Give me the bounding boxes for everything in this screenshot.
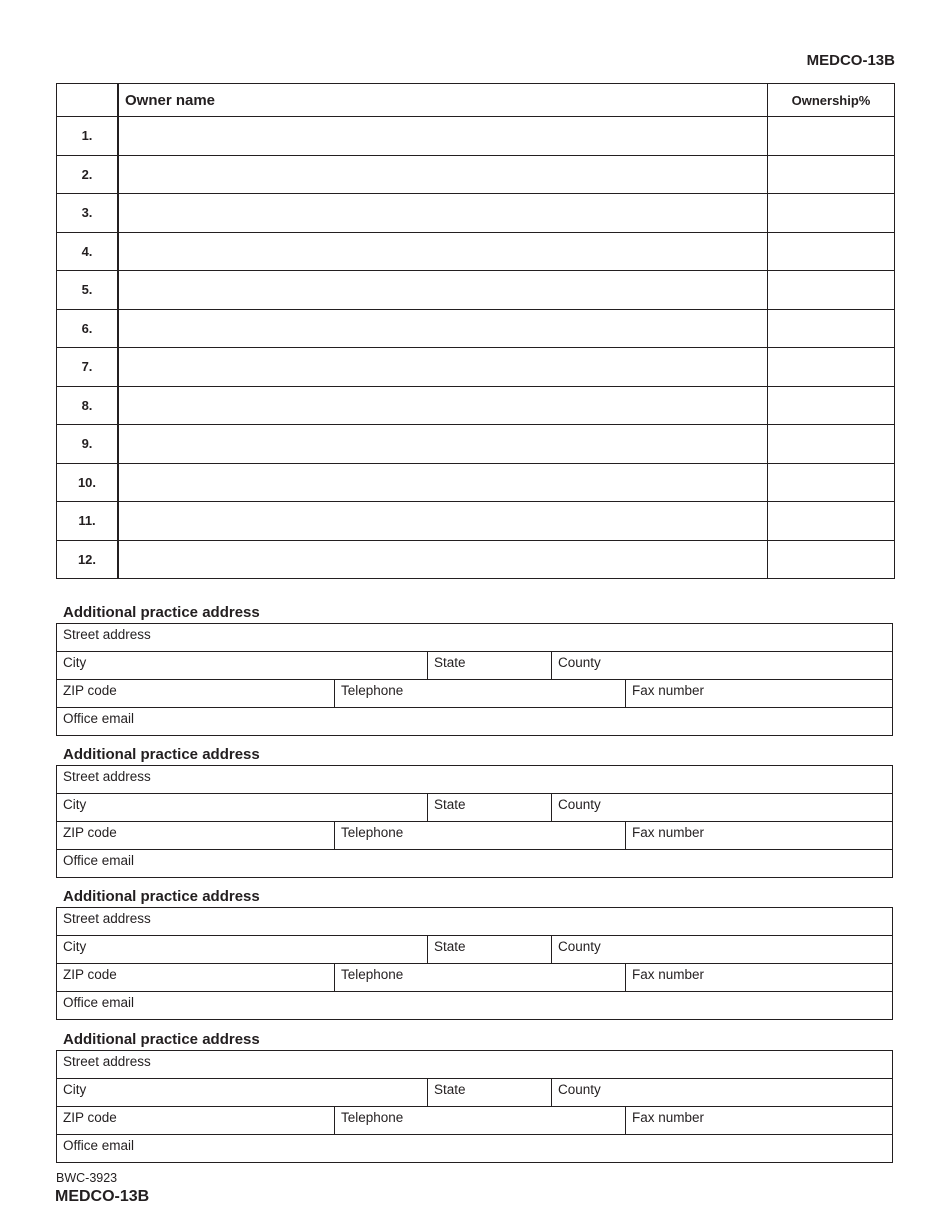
footer-form-code: BWC-3923 xyxy=(56,1171,118,1185)
office-email-field[interactable]: Office email xyxy=(63,995,135,1010)
contact-row xyxy=(57,963,892,991)
owner-name-field[interactable] xyxy=(118,155,768,194)
state-field[interactable]: State xyxy=(427,794,551,821)
owner-row xyxy=(57,194,895,233)
owner-name-field[interactable] xyxy=(118,309,768,348)
owner-row-number: 1. xyxy=(57,117,119,156)
telephone-field[interactable]: Telephone xyxy=(334,822,625,849)
telephone-field[interactable]: Telephone xyxy=(334,964,625,991)
owner-row-number: 9. xyxy=(57,425,119,464)
owner-row xyxy=(57,232,895,271)
section-title: Additional practice address xyxy=(63,746,260,763)
street-row xyxy=(57,766,892,793)
owners-table-header xyxy=(57,84,895,117)
ownership-percent-field[interactable] xyxy=(768,502,895,541)
county-field[interactable]: County xyxy=(551,1079,892,1106)
street-address-field[interactable]: Street address xyxy=(63,627,151,642)
state-field[interactable]: State xyxy=(427,1079,551,1106)
additional-practice-address-section xyxy=(56,1030,893,1163)
email-row xyxy=(57,1134,892,1162)
owner-name-field[interactable] xyxy=(118,271,768,310)
ownership-percent-field[interactable] xyxy=(768,463,895,502)
owner-row xyxy=(57,348,895,387)
owner-row-number: 6. xyxy=(57,309,119,348)
owner-name-field[interactable] xyxy=(118,502,768,541)
owner-row xyxy=(57,463,895,502)
owner-row-number: 2. xyxy=(57,155,119,194)
city-row xyxy=(57,1078,892,1106)
state-field[interactable]: State xyxy=(427,652,551,679)
owner-row-number: 11. xyxy=(57,502,119,541)
fax-number-field[interactable]: Fax number xyxy=(625,822,892,849)
owner-name-field[interactable] xyxy=(118,386,768,425)
owner-row xyxy=(57,271,895,310)
owner-row xyxy=(57,117,895,156)
additional-practice-address-section xyxy=(56,745,893,878)
email-row xyxy=(57,849,892,877)
ownership-percent-field[interactable] xyxy=(768,348,895,387)
street-address-field[interactable]: Street address xyxy=(63,911,151,926)
ownership-percent-field[interactable] xyxy=(768,271,895,310)
owner-name-field[interactable] xyxy=(118,348,768,387)
city-row xyxy=(57,935,892,963)
ownership-percent-field[interactable] xyxy=(768,425,895,464)
owner-row xyxy=(57,155,895,194)
address-box xyxy=(56,1050,893,1163)
city-field[interactable]: City xyxy=(63,655,87,670)
city-field[interactable]: City xyxy=(63,1082,87,1097)
section-title: Additional practice address xyxy=(63,1031,260,1048)
owner-row xyxy=(57,540,895,579)
owners-table xyxy=(56,83,895,579)
fax-number-field[interactable]: Fax number xyxy=(625,964,892,991)
ownership-percent-field[interactable] xyxy=(768,117,895,156)
ownership-percent-field[interactable] xyxy=(768,155,895,194)
owner-name-field[interactable] xyxy=(118,540,768,579)
street-address-field[interactable]: Street address xyxy=(63,769,151,784)
street-row xyxy=(57,908,892,935)
street-row xyxy=(57,624,892,651)
zip-code-field[interactable]: ZIP code xyxy=(63,1110,117,1125)
office-email-field[interactable]: Office email xyxy=(63,853,135,868)
owner-row-number: 5. xyxy=(57,271,119,310)
telephone-field[interactable]: Telephone xyxy=(334,1107,625,1134)
city-row xyxy=(57,793,892,821)
fax-number-field[interactable]: Fax number xyxy=(625,680,892,707)
owner-row xyxy=(57,309,895,348)
city-field[interactable]: City xyxy=(63,939,87,954)
contact-row xyxy=(57,821,892,849)
contact-row xyxy=(57,1106,892,1134)
street-row xyxy=(57,1051,892,1078)
owner-name-field[interactable] xyxy=(118,425,768,464)
county-field[interactable]: County xyxy=(551,936,892,963)
telephone-field[interactable]: Telephone xyxy=(334,680,625,707)
zip-code-field[interactable]: ZIP code xyxy=(63,825,117,840)
owner-name-column-header: Owner name xyxy=(118,84,768,117)
owner-name-field[interactable] xyxy=(118,463,768,502)
owner-row-number: 4. xyxy=(57,232,119,271)
email-row xyxy=(57,991,892,1019)
zip-code-field[interactable]: ZIP code xyxy=(63,683,117,698)
owner-row-number: 7. xyxy=(57,348,119,387)
additional-practice-address-section xyxy=(56,887,893,1020)
street-address-field[interactable]: Street address xyxy=(63,1054,151,1069)
owner-name-field[interactable] xyxy=(118,117,768,156)
fax-number-field[interactable]: Fax number xyxy=(625,1107,892,1134)
owner-row-number: 12. xyxy=(57,540,119,579)
owner-row-number: 8. xyxy=(57,386,119,425)
county-field[interactable]: County xyxy=(551,652,892,679)
owner-row-number: 3. xyxy=(57,194,119,233)
state-field[interactable]: State xyxy=(427,936,551,963)
owner-row xyxy=(57,502,895,541)
ownership-column-header: Ownership% xyxy=(768,84,895,117)
ownership-percent-field[interactable] xyxy=(768,540,895,579)
number-column-header xyxy=(57,84,119,117)
office-email-field[interactable]: Office email xyxy=(63,711,135,726)
owner-row xyxy=(57,386,895,425)
city-row xyxy=(57,651,892,679)
address-box xyxy=(56,907,893,1020)
email-row xyxy=(57,707,892,735)
address-box xyxy=(56,623,893,736)
ownership-percent-field[interactable] xyxy=(768,386,895,425)
section-title: Additional practice address xyxy=(63,888,260,905)
form-id-header: MEDCO-13B xyxy=(806,52,895,69)
contact-row xyxy=(57,679,892,707)
office-email-field[interactable]: Office email xyxy=(63,1138,135,1153)
address-box xyxy=(56,765,893,878)
city-field[interactable]: City xyxy=(63,797,87,812)
county-field[interactable]: County xyxy=(551,794,892,821)
footer-form-id: MEDCO-13B xyxy=(55,1188,150,1205)
owner-row-number: 10. xyxy=(57,463,119,502)
section-title: Additional practice address xyxy=(63,604,260,621)
additional-practice-address-section xyxy=(56,603,893,736)
ownership-percent-field[interactable] xyxy=(768,194,895,233)
owner-name-field[interactable] xyxy=(118,232,768,271)
ownership-percent-field[interactable] xyxy=(768,309,895,348)
owner-name-field[interactable] xyxy=(118,194,768,233)
ownership-percent-field[interactable] xyxy=(768,232,895,271)
zip-code-field[interactable]: ZIP code xyxy=(63,967,117,982)
owner-row xyxy=(57,425,895,464)
